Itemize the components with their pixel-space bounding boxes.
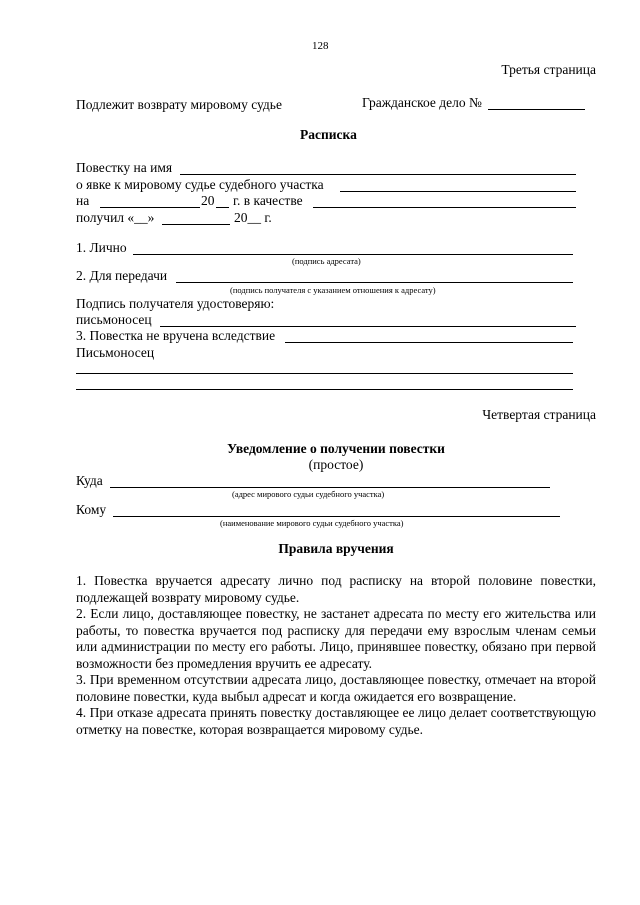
- where-field[interactable]: [110, 487, 550, 488]
- whom-label: Кому: [76, 502, 107, 517]
- postman-line-2[interactable]: [76, 373, 573, 374]
- not-delivered-label: 3. Повестка не вручена вследствие: [76, 328, 276, 343]
- case-label: Гражданское дело №: [362, 95, 482, 110]
- where-label: Куда: [76, 473, 103, 488]
- recipient-signature-field[interactable]: [176, 282, 573, 283]
- rule-item-1: 1. Повестка вручается адресату лично под расписку на второй половине повестки, подлежащей возврату мировому судье.: [76, 573, 596, 605]
- notice-title: Уведомление о получении повестки: [227, 441, 445, 456]
- received-year: 20__ г.: [234, 210, 272, 225]
- rules-title: Правила вручения: [278, 541, 394, 556]
- received-month-field[interactable]: [162, 224, 230, 225]
- page-number: 128: [312, 40, 329, 52]
- notice-subtitle: (простое): [308, 457, 364, 472]
- personally-label: 1. Лично: [76, 240, 127, 255]
- appearance-label: о явке к мировому судье судебного участка: [76, 177, 324, 192]
- postman-signature-field-1[interactable]: [160, 326, 576, 327]
- receipt-title: Расписка: [300, 127, 357, 142]
- summons-to-label: Повестку на имя: [76, 160, 173, 175]
- return-note: Подлежит возврату мировому судье: [76, 97, 282, 112]
- rules-list: [76, 573, 596, 738]
- capacity-label: г. в качестве: [233, 193, 303, 208]
- capacity-field[interactable]: [313, 207, 576, 208]
- addressee-name-field[interactable]: [180, 174, 576, 175]
- addressee-signature-field[interactable]: [133, 254, 573, 255]
- postman-line-3[interactable]: [76, 389, 573, 390]
- rule-item-2: 2. Если лицо, доставляющее повестку, не застанет адресата по месту его жительства или работы, то повестка вручается под расписку для передачи ему взрослым членам семьи или администрации по месту его работы. Лицо, принявшее повестку, обязано при первой возможности без промедления вручить ее адресату.: [76, 606, 596, 671]
- whom-caption: (наименование мирового судьи судебного участка): [220, 518, 404, 528]
- rule-item-3: 3. При временном отсутствии адресата лицо, доставляющее повестку, отмечает на второй половине повестки, куда выбыл адресат и когда ожидается его возвращение.: [76, 672, 596, 704]
- rule-item-4: 4. При отказе адресата принять повестку доставляющее ее лицо делает соответствующую отметку на повестке, которая возвращается мировому судье.: [76, 705, 596, 737]
- whom-field[interactable]: [113, 516, 560, 517]
- court-district-field[interactable]: [340, 191, 576, 192]
- where-caption: (адрес мирового судьи судебного участка): [232, 489, 385, 499]
- third-page-label: Третья страница: [501, 62, 596, 77]
- recipient-signature-caption: (подпись получателя с указанием отношения к адресату): [230, 285, 436, 295]
- not-delivered-reason-field[interactable]: [285, 342, 573, 343]
- certify-label: Подпись получателя удостоверяю:: [76, 296, 275, 311]
- received-label: получил «__»: [76, 210, 155, 225]
- for-transfer-label: 2. Для передачи: [76, 268, 168, 283]
- postman-label-1: письмоносец: [76, 312, 152, 327]
- postman-label-2: Письмоносец: [76, 345, 155, 360]
- fourth-page-label: Четвертая страница: [482, 407, 596, 422]
- appearance-date-field[interactable]: [100, 207, 200, 208]
- on-prefix-label: на: [76, 193, 90, 208]
- year-field-1[interactable]: [216, 207, 229, 208]
- addressee-signature-caption: (подпись адресата): [292, 256, 361, 266]
- year-prefix-1: 20: [201, 193, 215, 208]
- case-number-field[interactable]: [488, 109, 585, 110]
